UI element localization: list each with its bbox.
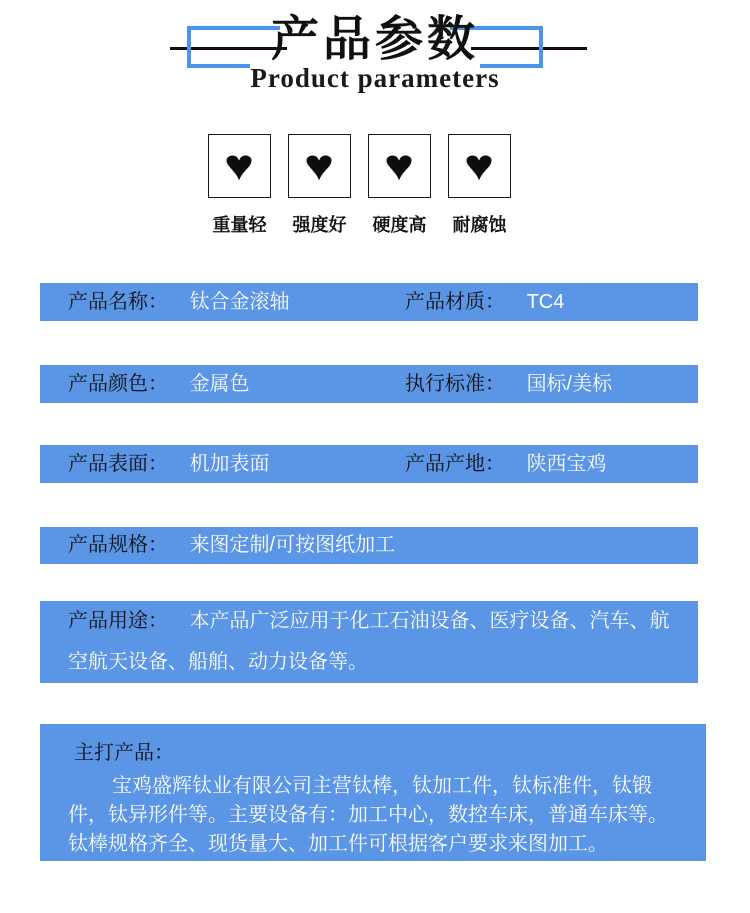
heart-icon: ♥	[224, 141, 255, 190]
spec-label: 产品材质：	[405, 291, 505, 313]
spec-label: 产品产地：	[405, 453, 505, 475]
main-products-label: 主打产品：	[74, 742, 174, 764]
spec-value: 金属色	[189, 373, 250, 395]
heart-icon: ♥	[464, 141, 495, 190]
spec-value: 钛合金滚轴	[189, 291, 290, 313]
feature-item	[208, 134, 271, 237]
page-title: 产品参数	[270, 13, 479, 66]
spec-label: 产品用途：	[68, 610, 168, 632]
spec-row-name-material	[40, 283, 698, 321]
main-products-text: 宝鸡盛辉钛业有限公司主营钛棒，钛加工件，钛标准件，钛锻件，钛异形件等。主要设备有：加工中心，数控车床，普通车床等。钛棒规格齐全、现货量大、加工件可根据客户要求来图加工。	[68, 775, 668, 855]
spec-cell	[40, 291, 290, 313]
spec-cell	[40, 534, 395, 556]
spec-cell	[405, 283, 564, 321]
spec-cell	[405, 445, 607, 483]
spec-value: 本产品广泛应用于化工石油设备、医疗设备、汽车、航空航天设备、船舶、动力设备等。	[68, 610, 670, 673]
main-products-block	[40, 724, 706, 861]
feature-item	[448, 134, 511, 237]
spec-label: 产品表面：	[68, 453, 168, 475]
feature-label: 重量轻	[212, 215, 267, 235]
spec-value: 国标/美标	[526, 373, 613, 395]
spec-label: 执行标准：	[405, 373, 505, 395]
spec-row-surface-origin	[40, 445, 698, 483]
feature-box	[208, 134, 271, 198]
spec-row-usage	[40, 601, 698, 683]
feature-label: 强度好	[292, 215, 347, 235]
heart-icon: ♥	[304, 141, 335, 190]
feature-item	[288, 134, 351, 237]
feature-label: 耐腐蚀	[452, 215, 507, 235]
spec-row-specification	[40, 527, 698, 564]
spec-value: 机加表面	[189, 453, 270, 475]
feature-badges	[208, 134, 511, 237]
heart-icon: ♥	[384, 141, 415, 190]
spec-label: 产品名称：	[68, 291, 168, 313]
spec-label: 产品颜色：	[68, 373, 168, 395]
spec-cell	[40, 373, 250, 395]
feature-box	[368, 134, 431, 198]
spec-cell	[40, 453, 270, 475]
spec-value: 陕西宝鸡	[526, 453, 607, 475]
feature-box	[448, 134, 511, 198]
feature-box	[288, 134, 351, 198]
spec-value: 来图定制/可按图纸加工	[189, 534, 396, 556]
spec-row-color-standard	[40, 365, 698, 403]
page-subtitle: Product parameters	[250, 63, 500, 93]
spec-cell	[40, 601, 698, 683]
spec-cell	[405, 365, 612, 403]
feature-label: 硬度高	[372, 215, 427, 235]
spec-label: 产品规格：	[68, 534, 168, 556]
spec-value: TC4	[526, 291, 565, 313]
feature-item	[368, 134, 431, 237]
